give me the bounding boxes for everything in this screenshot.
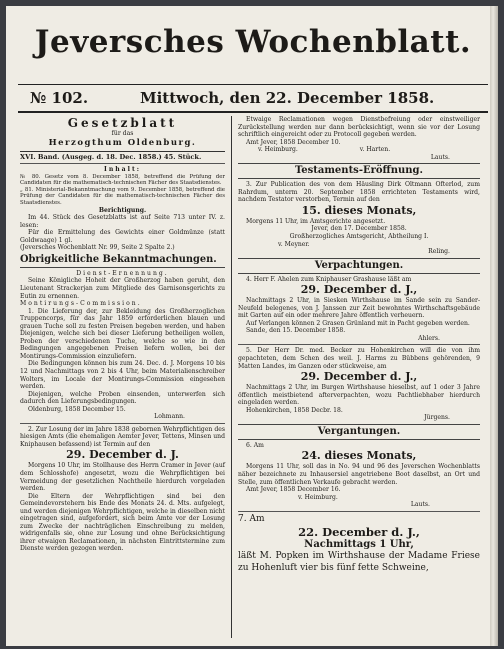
montirung-text: 1. Die Lieferung der, zur Bekleidung des Großherzoglichen Truppencorps, für das Jahr 1859 erforderlichen blauen und grauen Tuche soll zu festen Preisen begeben werden, und haben Diejenigen, welche sich bei dieser Lieferung betheiligen wollen, Proben der verschiedenen Tuche, welche so wie in den Bedingungen angegebenen Preisen liefern wollen, bei der Montirungs-Commission einzuliefern. xyxy=(20,307,225,360)
testament-text: 3. Zur Publication des von dem Häusling Dirk Oltmann Ofterlod, zum Rahrdum, unterm 20. September 1858 errichteten Testaments wird, nachdem Testator verstorben, Termin auf den xyxy=(238,181,480,204)
verpachtung-text: Nachmittags 2 Uhr, in Siesken Wirthshause im Sande sein zu Sander-Neufeld belegenes, von J. Janssen zur Zeit bewohntes Wirthschaftsgebäude mit Garten auf ein oder mehrere Jahre öffentlich verheuern. xyxy=(238,297,480,320)
verpachtung-text: 4. Herr F. Ahelen zum Kniphauser Grashause läßt am xyxy=(246,275,412,283)
vergantung-intro: 6. Am xyxy=(246,441,264,449)
montirung-text: Diejenigen, welche Proben einsenden, unterwerfen sich dadurch den Lieferungsbedingungen. xyxy=(20,390,225,406)
signature: Lauts. xyxy=(430,153,450,161)
berichtigung-text: (Jeversches Wochenblatt Nr. 99, Seite 2 Spalte 2.) xyxy=(20,244,175,252)
right-column xyxy=(238,116,480,574)
divider xyxy=(238,511,480,512)
divider xyxy=(238,344,480,345)
ernennung-heading: Dienst-Ernennung. xyxy=(76,269,169,277)
gazette-issue: XVI. Band. (Ausgeg. d. 18. Dec. 1858.) 45. Stück. xyxy=(20,152,202,161)
inhalt-item: № 80. Gesetz vom 8. December 1858, betreffend die Prüfung der Candidaten für die mathematisch-technischen Fächer des Staatsdienstes. xyxy=(20,173,225,187)
berichtigung-heading: Berichtigung. xyxy=(98,206,147,214)
testament-place: Jever, den 17. December 1858. xyxy=(311,225,407,233)
masthead-title: Jeversches Wochenblatt. xyxy=(34,24,472,60)
dateline xyxy=(18,84,488,113)
vergantung-text: Morgens 11 Uhr, soll das in No. 94 und 96 des Jeverschen Wochenblatts näher bezeichnete zu Inhausersiel angetriebene Boot daselbst, an Ort und Stelle, zum öffentlichen Verkaufe gebracht werden. xyxy=(238,463,480,486)
section-heading: Obrigkeitliche Bekanntmachungen. xyxy=(20,254,225,268)
wehr-text: 2. Zur Losung der im Jahre 1838 gebornen Wehrpflichtigen des hiesigen Amts (die ehemaligen Aemter Jever, Tettens, Minsen und Kniphausen befassend) ist Termin auf den xyxy=(20,425,225,448)
inhalt-item: „ 81. Ministerial-Bekanntmachung vom 9. December 1858, betreffend die Prüfung der Candidaten für die mathematisch-technischen Fächer des Staatsdienstes. xyxy=(20,186,225,207)
ad-time: Nachmittags 1 Uhr, xyxy=(304,539,414,551)
verpachtung-date: 29. December d. J., xyxy=(300,370,418,384)
wehr-date: 29. December d. J. xyxy=(66,448,179,462)
page-edge xyxy=(490,6,498,646)
testament-time: Morgens 11 Uhr, im Amtsgerichte angesetzt. xyxy=(246,217,386,225)
section-heading: Vergantungen. xyxy=(238,424,480,440)
verpachtung-date: 29. December d. J., xyxy=(300,283,418,297)
gazette-title: Gesetzblatt xyxy=(67,116,178,130)
signature: Reling. xyxy=(428,248,450,256)
divider xyxy=(20,423,225,424)
section-heading: Testaments-Eröffnung. xyxy=(238,163,480,179)
gazette-fuer: für das xyxy=(111,130,134,137)
berichtigung-text: Im 44. Stück des Gesetzblatts ist auf Seite 713 unter IV. z. lesen: xyxy=(20,214,225,229)
divider xyxy=(20,163,225,164)
signature: Lauts. xyxy=(410,501,430,509)
issue-date: Mittwoch, den 22. December 1858. xyxy=(140,89,435,107)
testament-date: 15. dieses Monats, xyxy=(301,203,417,217)
issue-number: № 102. xyxy=(30,89,89,107)
signature: v. Meyner. xyxy=(278,240,310,248)
verpachtung-place: Hohenkirchen, 1858 Decbr. 18. xyxy=(246,406,343,414)
verpachtung-place: Sande, den 15. December 1858. xyxy=(246,327,346,335)
berichtigung-text: Für die Ermittelung des Gewichts einer Goldmünze (statt Goldwaage) 1 gl. xyxy=(20,229,225,244)
verpachtung-text: Auf Verlangen können 2 Grasen Grünland mit in Pacht gegeben werden. xyxy=(246,319,470,327)
wehr-text: Die Eltern der Wehrpflichtigen sind bei den Gemeindevorstehern bis Ende des Monats 24. d. Mts. aufgelegt, und werden diejenigen Wehrpflichtigen, welche in dieselben nicht eingetragen sind, aufgefordert, sich beim Amte vor der Losung zum Zwecke der nachträglichen Einschreibung zu melden, widrigenfalls sie, ohne zur Losung und ohne Berücksichtigung ihrer etwaigen Reclamationen, in nächsten Eintrittstermine zum Dienste werden gezogen werden. xyxy=(20,492,225,553)
signature: v. Heimburg. xyxy=(258,146,298,154)
testament-court: Großherzogliches Amtsgericht, Abtheilung I. xyxy=(289,233,429,241)
column-divider xyxy=(231,116,232,638)
reclamation-signatures xyxy=(238,146,480,154)
verpachtung-text: 5. Der Herr Dr. med. Becker zu Hohenkirchen will die von ihm gepachteten, dem Schen des weil. J. Harms zu Bübbens gehörenden, 9 Matten Landes, im Ganzen oder stückweise, am xyxy=(238,347,480,370)
ernennung-text: Seine Königliche Hoheit der Großherzog haben geruht, den Lieutenant Strackerjan zum Mitgliede des Garnisonsgerichts zu Eutin zu ernennen. xyxy=(20,277,225,300)
gazette-duchy: Herzogthum Oldenburg. xyxy=(48,137,197,148)
signature: v. Heimburg. xyxy=(298,493,338,501)
montirung-place: Oldenburg, 1858 December 15. xyxy=(28,405,126,413)
reclamation-text: Etwaige Reclamationen wegen Dienstbefreiung oder einstweiliger Zurückstellung werden nur dann berücksichtigt, wenn sie vor der Losung schriftlich eingereicht oder zu Protocoll gegeben werden. xyxy=(238,116,480,139)
signature: Ahlers. xyxy=(418,334,440,342)
ad-text: läßt M. Popken im Wirthshause der Madame Friese zu Hohenluft vier bis fünf fette Schweine, xyxy=(238,551,480,573)
vergantung-date: 24. dieses Monats, xyxy=(301,449,417,463)
signature: v. Harten. xyxy=(359,146,391,154)
montirung-signature: Lohmann. xyxy=(154,413,185,421)
ad-intro: 7. Am xyxy=(238,513,265,524)
vergantung-place: Amt Jever, 1858 December 16. xyxy=(246,486,341,494)
wehr-text: Morgens 10 Uhr, im Stollhause des Herrn Cramer in Jever (auf dem Schlosshofe) angesetzt, wozu die Wehrpflichtigen bei Vermeidung der gesetzlichen Nachtheile hierdurch vorgeladen werden. xyxy=(20,462,225,493)
ad-date: 22. December d. J., xyxy=(298,525,420,540)
verpachtung-text: Nachmittags 2 Uhr, im Burgen Wirthshause hieselbst, auf 1 oder 3 Jahre öffentlich meistbietend afterverpachten, wozu Pachtliebhaber hierdurch eingeladen werden. xyxy=(238,384,480,407)
left-column xyxy=(20,116,225,553)
inhalt-heading: Inhalt: xyxy=(103,166,142,174)
reclamation-place: Amt Jever, 1858 December 10. xyxy=(246,138,341,146)
section-heading: Verpachtungen. xyxy=(238,258,480,274)
montirung-heading: Montirungs-Commission. xyxy=(20,300,142,308)
montirung-text: Die Bedingungen können bis zum 24. Dec. d. J. Morgens 10 bis 12 und Nachmittags von 2 bis 4 Uhr, beim Materialienschreiber Wolters, im Locale der Montirungs-Commission eingesehen werden. xyxy=(20,360,225,391)
divider xyxy=(20,151,225,152)
signature: Jürgens. xyxy=(424,414,450,422)
